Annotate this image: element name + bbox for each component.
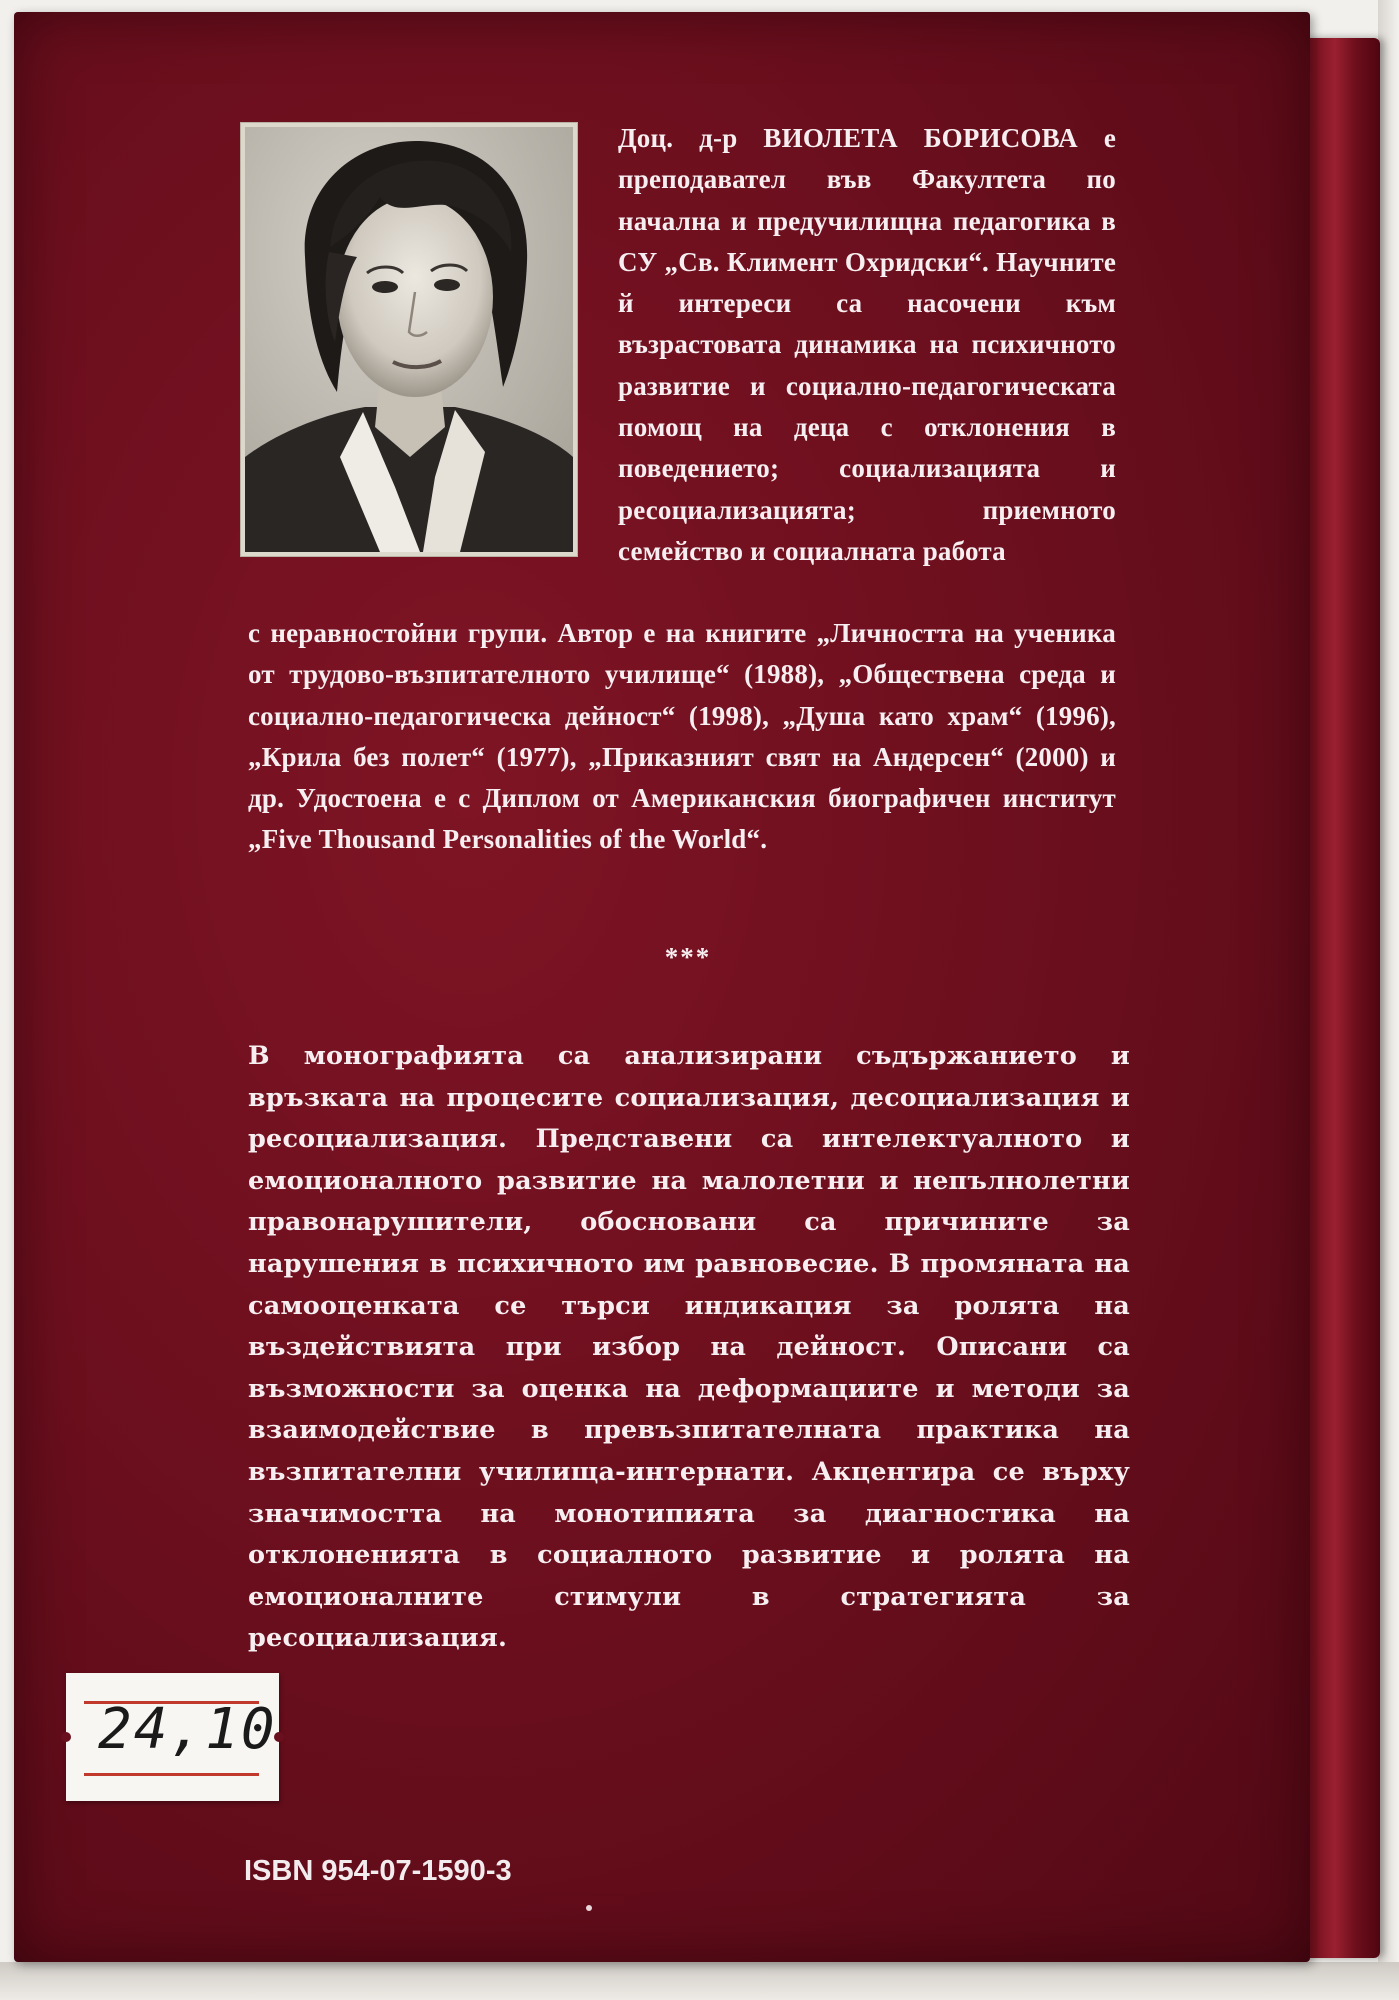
background-wall bbox=[1378, 0, 1399, 2000]
printing-mark bbox=[586, 1905, 592, 1911]
author-bio-text: Доц. д-р ВИОЛЕТА БОРИСОВА е преподавател във Факултета по начална и предучилищна педагогика в СУ „Св. Климент Охридски“. Научните й интереси са насочени към възрастовата динамика на психичното развитие и социално-педагогическата помощ на деца с отклонения в поведението; социализацията и ресоциализацията; приемното семейство и социалната работа bbox=[618, 123, 1116, 566]
author-portrait-image bbox=[245, 127, 573, 552]
isbn-number: ISBN 954-07-1590-3 bbox=[244, 1855, 512, 1887]
sticker-notch bbox=[61, 1732, 71, 1742]
author-bio-text-continued: с неравностойни групи. Автор е на книгите „Личността на ученика от трудово-възпитателното училище“ (1988), „Обществена среда и социално-педагогическа дейност“ (1998), „Душа като храм“ (1996), „Крила без полет“ (1977), „Приказният свят на Андерсен“ (2000) и др. Удостоена е с Диплом от Американския биографичен институт „Five Thousand Personalities of the World“. bbox=[248, 618, 1116, 855]
background-surface bbox=[0, 1962, 1399, 2000]
price-sticker bbox=[66, 1673, 279, 1801]
monograph-description: В монографията са анализирани съдържанието и връзката на процесите социализация, десоциализация и ресоциализация. Представени са интелектуалното и емоционалното развитие на малолетни и непълнолетни правонарушители, обосновани са причините за нарушения в психичното им равновесие. В промяната на самооценката се търси индикация за ролята на въздействията при избор на дейност. Описани са възможности за оценка на деформациите и методи за взаимодействие в превъзпитателната практика на възпитателни училища-интернати. Акцентира се върху значимостта на монотипията за диагностика на отклоненията в социалното развитие и ролята на емоционалните стимули в стратегията за ресоциализация. bbox=[248, 1041, 1130, 1654]
price-handwritten: 24,10 bbox=[98, 1697, 277, 1762]
section-separator: *** bbox=[664, 942, 712, 972]
author-photo bbox=[241, 123, 577, 556]
sticker-rule bbox=[84, 1773, 259, 1776]
